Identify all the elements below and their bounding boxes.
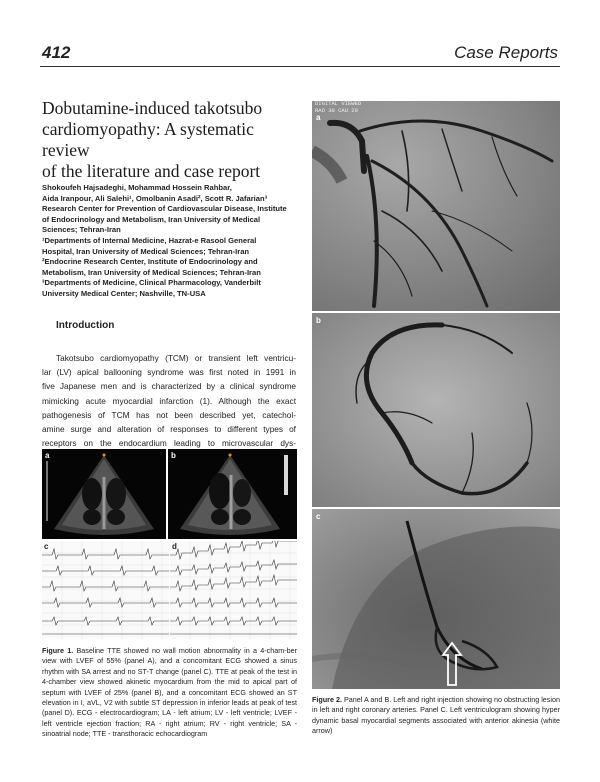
figure-2-caption: [312, 695, 560, 737]
figure-1-caption: [42, 646, 297, 740]
angiogram-b: [312, 313, 560, 507]
echo-sector-b: [168, 449, 297, 539]
body-line: lar (LV) apical ballooning syndrome was first noted in 1991 in: [42, 367, 296, 378]
title-line: cardiomyopathy: A systematic review: [42, 119, 254, 160]
affiliation-line: ¹Departments of Internal Medicine, Hazrat-e Rasool General: [42, 235, 257, 245]
panel-label: b: [316, 316, 321, 325]
panel-label: a: [45, 451, 50, 460]
page-number: 412: [42, 43, 71, 62]
affiliation-line: of Endocrinology and Metabolism, Iran University of Medical: [42, 214, 261, 224]
body-line: pathogenesis of TCM has not been described yet, catechol-: [42, 409, 296, 420]
caption-text: Baseline TTE showed no wall motion abnormality in a 4-cham-ber view with LVEF of 55% (panel A), and a concomitant ECG showed a sinus rhythm with SA arrest and no ST-T change (panel C). TTE at peak of the test in 4-chamber view showed akinetic myocardium from the mid to apical part of septum with LVEF of 25% (panel B), and a concomitant ECG showed an ST elevation in I, aVL, V2 with subtle ST depression in inferior leads at peak of test (panel D). ECG - electrocardiogram; LA - left atrium; LV - left ventricle; LVEF - left ventricle ejection fraction; RA - right atrium; RV - right ventricle; SA - sinoatrial node; TTE - transthoracic echocardiogram: [42, 646, 298, 739]
angiogram-overlay-text: [315, 101, 361, 114]
header-divider: [40, 66, 560, 67]
body-line: mimicking acute myocardial infarction (1). Although the exact: [42, 395, 296, 406]
ventriculogram-c: [312, 509, 560, 689]
affiliation-line: ³Departments of Medicine, Clinical Pharmacology, Vanderbilt: [42, 278, 261, 288]
figure-1: [42, 449, 297, 639]
affiliation-line: ²Endocrine Research Center, Institute of Endocrinology and: [42, 257, 258, 267]
affiliation-line: University Medical Center; Nashville, TN-USA: [42, 288, 206, 298]
affiliation-line: Research Center for Prevention of Cardiovascular Disease, Institute: [42, 204, 287, 214]
title-line: Dobutamine-induced takotsubo: [42, 98, 263, 118]
panel-label: b: [171, 451, 176, 460]
affiliation-line: Metabolism, Iran University of Medical Sciences; Tehran-Iran: [42, 267, 261, 277]
left-ventriculogram: [312, 509, 560, 689]
body-line: amine surge and alteration of responses to different types of: [42, 424, 296, 435]
title-line: of the literature and case report: [42, 161, 261, 181]
coronary-vessels-b: [312, 313, 560, 507]
affiliation-line: Hospital, Iran University of Medical Sciences; Tehran-Iran: [42, 246, 250, 256]
panel-label: c: [316, 512, 321, 521]
caption-text: Panel A and B. Left and right injection showing no obstructing lesion in left and right coronary arteries. Panel C. Left ventriculogram showing hyper dynamic basal myocardial segments associated with anterior akinesia (white arrow): [312, 695, 560, 736]
echo-sector-a: [42, 449, 166, 539]
body-line: five Japanese men and is characterized by a clinical syndrome: [42, 381, 296, 392]
echo-image-a: [42, 449, 166, 539]
affiliation-line: Sciences; Tehran-Iran: [42, 225, 121, 235]
author-line: Aida Iranpour, Ali Salehi¹, Omolbanin Asadi², Scott R. Jafarian³: [42, 193, 268, 203]
introduction-text: [42, 351, 296, 450]
article-title: [42, 98, 300, 182]
section-label: Case Reports: [454, 43, 558, 62]
author-line: Shokoufeh Hajsadeghi, Mohammad Hossein Rahbar,: [42, 183, 232, 192]
ecg-tracing-d: [170, 541, 297, 639]
figure-label: Figure 2.: [312, 695, 342, 704]
ecg-waveform-d: [170, 541, 297, 639]
panel-label: d: [172, 542, 177, 551]
overlay-line: DIGITAL VIEWED: [315, 101, 362, 107]
body-line: receptors on the endocardium leading to microvascular dys-: [42, 438, 296, 449]
panel-label: a: [316, 113, 321, 122]
figure-label: Figure 1.: [42, 646, 74, 655]
section-heading: Introduction: [56, 320, 115, 331]
authors-affiliations: [42, 183, 300, 300]
body-line: Takotsubo cardiomyopathy (TCM) or transient left ventricu-: [56, 353, 296, 363]
ecg-tracing-c: [42, 541, 169, 639]
angiogram-a: [312, 101, 560, 311]
ecg-waveform-c: [42, 541, 169, 639]
coronary-vessels-a: [312, 101, 560, 311]
echo-image-b: [168, 449, 297, 539]
overlay-line: RAO 30 CAU 20: [315, 106, 358, 114]
panel-label: c: [44, 542, 49, 551]
